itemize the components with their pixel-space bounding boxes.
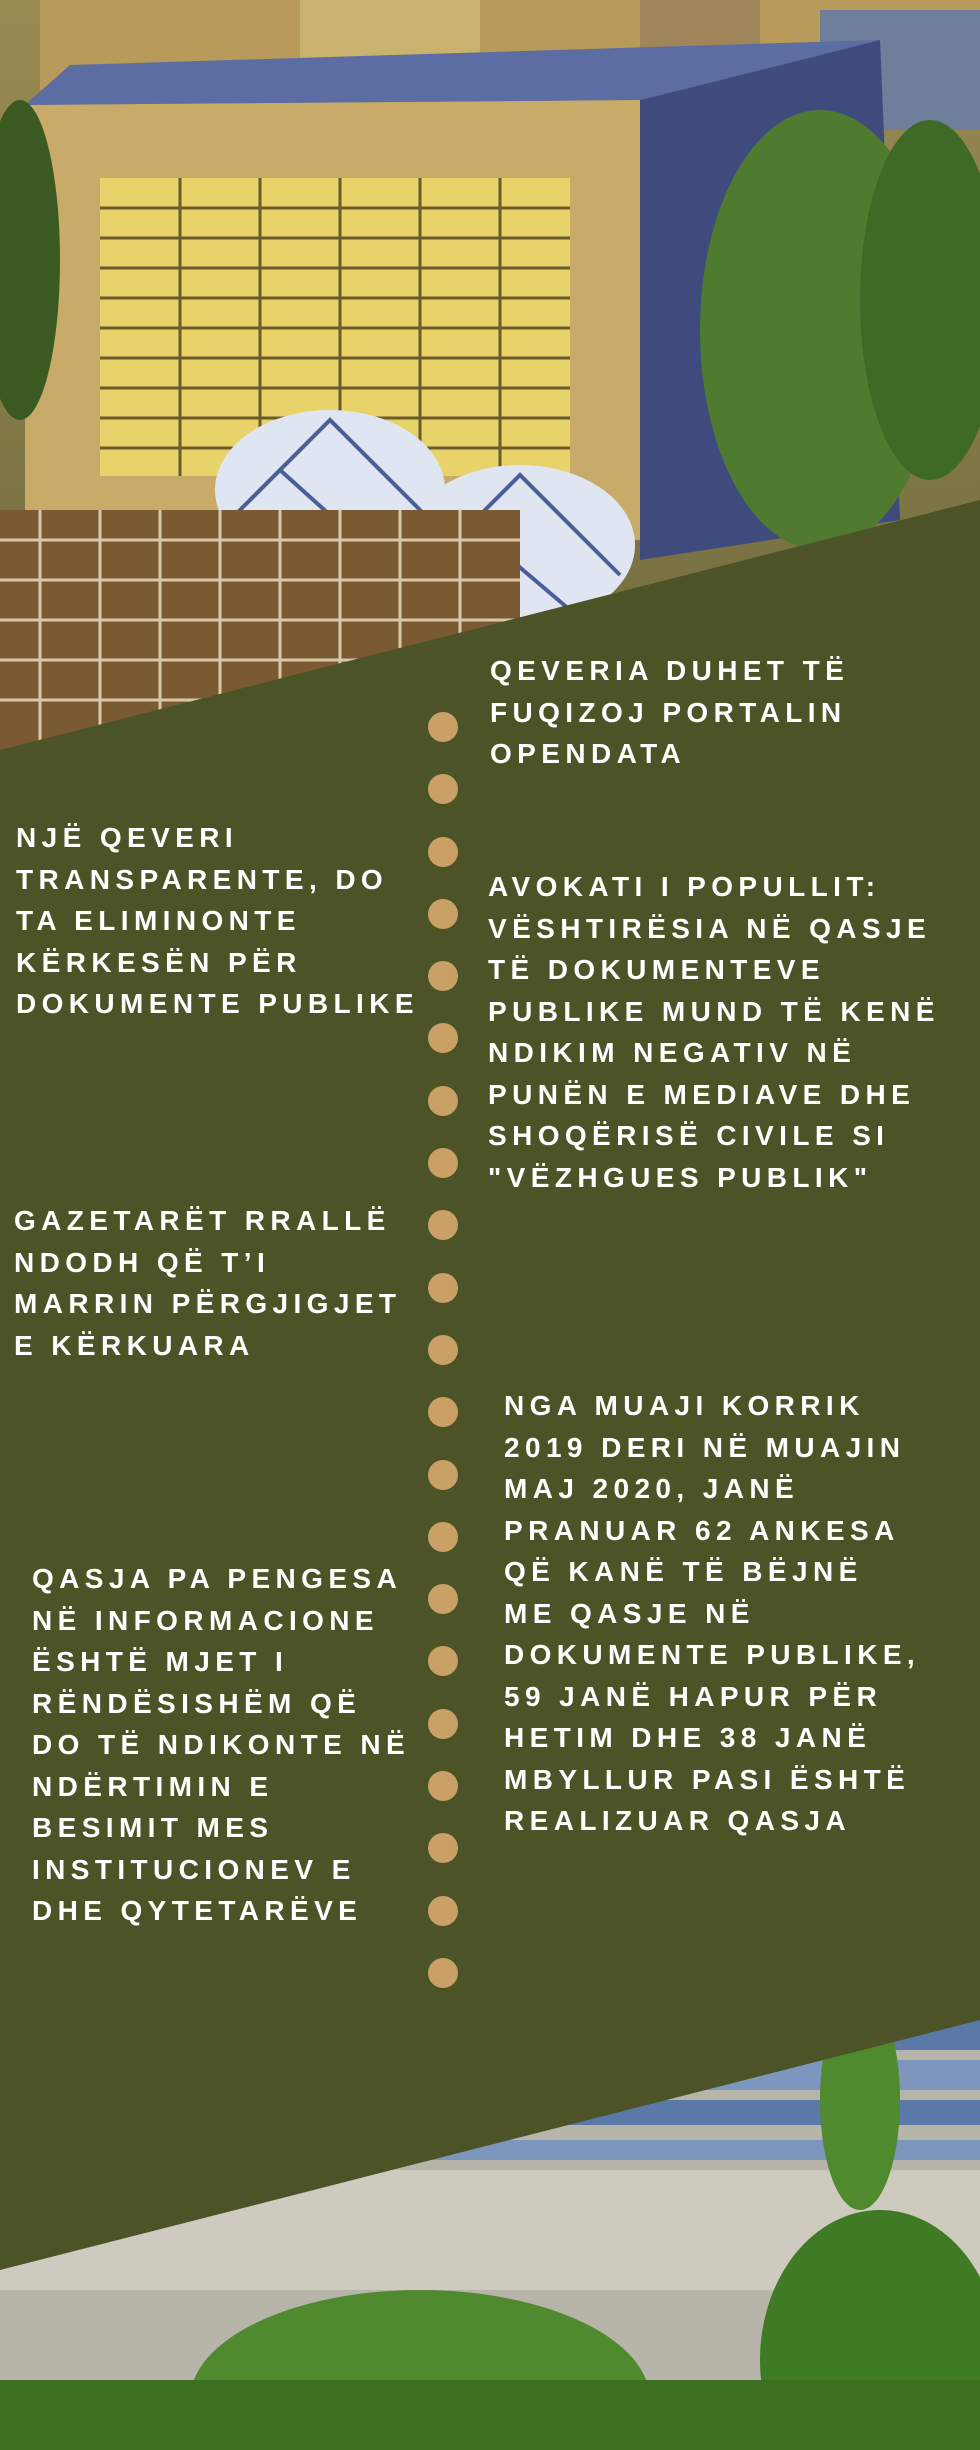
timeline-dot <box>428 1273 458 1303</box>
timeline-dot <box>428 1584 458 1614</box>
timeline-dot <box>428 1646 458 1676</box>
statement-access-trust: QASJA PA PENGESA NË INFORMACIONE ËSHTË MJET I RËNDËSISHËM QË DO TË NDIKONTE NË NDËRTIMIN E BESIMIT MES INSTITUCIONEV E DHE QYTETARËVE <box>32 1563 411 1926</box>
statement-opendata: QEVERIA DUHET TË FUQIZOJ PORTALIN OPENDATA <box>490 655 850 769</box>
timeline-dot <box>428 1086 458 1116</box>
timeline-dot <box>428 1833 458 1863</box>
timeline-dot <box>428 1709 458 1739</box>
timeline-dot <box>428 1771 458 1801</box>
timeline-dot <box>428 1148 458 1178</box>
timeline-dot <box>428 774 458 804</box>
statement-complaints-stats: NGA MUAJI KORRIK 2019 DERI NË MUAJIN MAJ 2020, JANË PRANUAR 62 ANKESA QË KANË TË BËJNË ME QASJE NË DOKUMENTE PUBLIKE, 59 JANË HAPUR PËR HETIM DHE 38 JANË MBYLLUR PASI ËSHTË REALIZUAR QASJA <box>504 1390 921 1836</box>
statement-transparency: NJË QEVERI TRANSPARENTE, DO TA ELIMINONTE KËRKESËN PËR DOKUMENTE PUBLIKE <box>16 822 419 1019</box>
timeline-dot <box>428 712 458 742</box>
statement-ombudsman: AVOKATI I POPULLIT: VËSHTIRËSIA NË QASJE TË DOKUMENTEVE PUBLIKE MUND TË KENË NDIKIM NEGATIV NË PUNËN E MEDIAVE DHE SHOQËRISË CIVILE SI "VËZHGUES PUBLIK" <box>488 871 940 1193</box>
timeline-dot <box>428 1397 458 1427</box>
timeline-dot <box>428 1896 458 1926</box>
timeline-dot <box>428 1210 458 1240</box>
timeline-dot <box>428 1460 458 1490</box>
timeline-dot <box>428 1335 458 1365</box>
timeline-dot <box>428 1522 458 1552</box>
statement-journalists: GAZETARËT RRALLË NDODH QË T’I MARRIN PËRGJIGJET E KËRKUARA <box>14 1205 402 1361</box>
timeline-dot <box>428 1023 458 1053</box>
timeline-dot <box>428 1958 458 1988</box>
